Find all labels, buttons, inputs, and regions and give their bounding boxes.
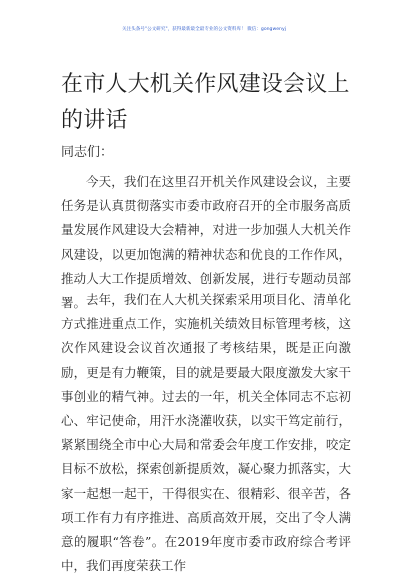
salutation: 同志们： xyxy=(61,145,114,160)
document-title: 在市人大机关作风建设会议上的讲话 xyxy=(61,72,350,133)
header-banner: 关注头条号"公文研究"，获得最新最全最专业的公文资料库！ 微信：gongwenyj xyxy=(122,27,286,32)
body-paragraph-1: 今天，我们在这里召开机关作风建设会议，主要任务是认真贯彻落实市委市政府召开的全市服务高质量发展作风建设大会精神，对进一步加强人大机关作风建设，以更加饱满的精神状态和优良的工作作风，推动人大工作提质增效、创新发展，进行专题动员部署。 xyxy=(61,174,351,311)
body-paragraph-2: 去年，我们在人大机关探索采用项目化、清单化方式推进重点工作，实施机关绩效目标管理考核，这次作风建设会议首次通报了考核结果，既是正向激励，更是有力鞭策，目的就是要最大限度激发大家干事创业的精气神。过去的一年，机关全体同志不忘初心、牢记使命，用汗水浇灌收获，以实干笃定前行，紧紧围绕全市中心大局和常委会年度工作安排，咬定目标不放松，探索创新提质效，凝心聚力抓落实，大家一起想一起干，干得很实在、很精彩、很辛苦，各项工作有力有序推进、高质高效开展，交出了令人满意的履职“答卷”。在2019年度市委市政府综合考评中，我们再度荣获工作 xyxy=(61,292,351,574)
